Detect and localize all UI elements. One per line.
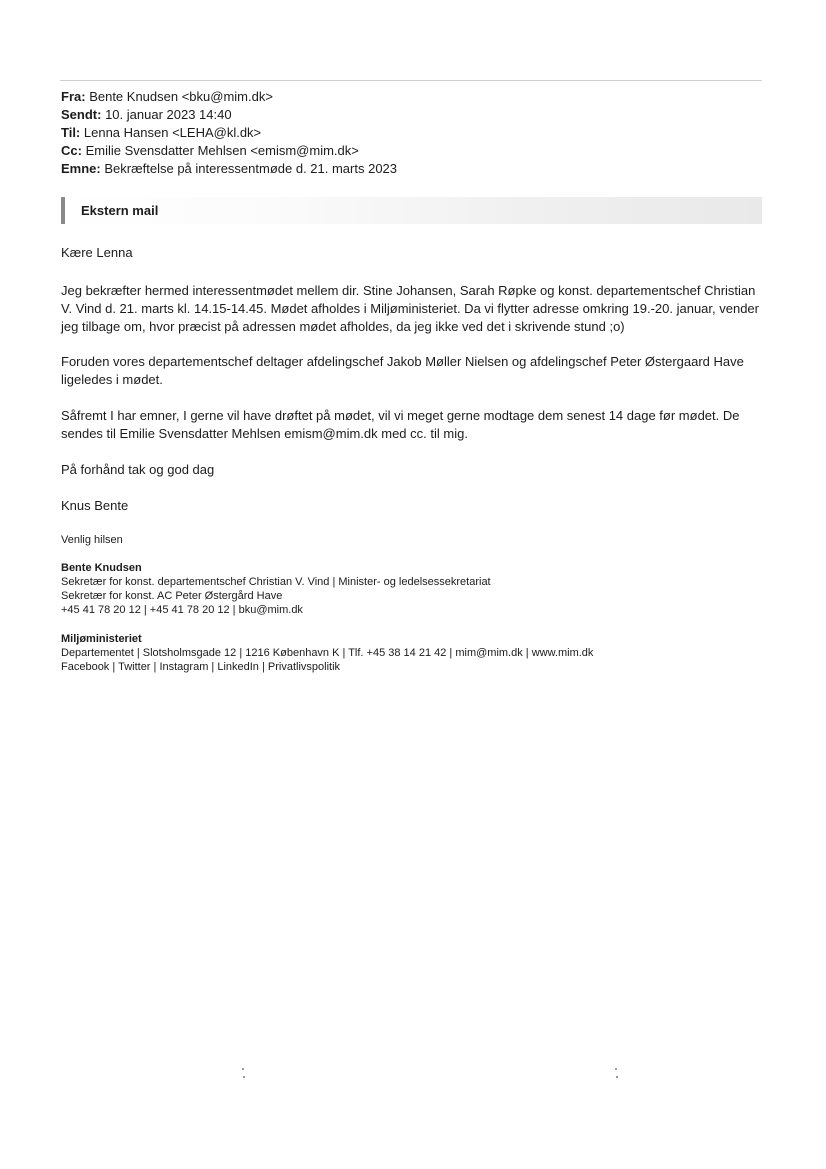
to-value: Lenna Hansen <LEHA@kl.dk> bbox=[83, 125, 262, 140]
signature-title-2: Sekretær for konst. AC Peter Østergård Have bbox=[61, 590, 283, 602]
organization-block bbox=[61, 632, 593, 674]
external-mail-label: Ekstern mail bbox=[81, 203, 159, 218]
subject-row bbox=[61, 160, 397, 178]
signature-block bbox=[61, 561, 491, 617]
organization-address: Departementet | Slotsholmsgade 12 | 1216 København K | Tlf. +45 38 14 21 42 | mim@mim.dk | www.mim.dk bbox=[61, 647, 594, 659]
signature-phones: +45 41 78 20 12 | +45 41 78 20 12 | bku@mim.dk bbox=[61, 604, 303, 616]
signature-name: Bente Knudsen bbox=[61, 562, 142, 574]
cc-label: Cc: bbox=[61, 143, 82, 158]
from-label: Fra: bbox=[61, 89, 86, 104]
sent-label: Sendt: bbox=[61, 107, 102, 122]
scan-speck bbox=[242, 1068, 244, 1070]
from-value: Bente Knudsen <bku@mim.dk> bbox=[89, 89, 273, 104]
signature-regards: Venlig hilsen bbox=[61, 534, 123, 546]
signature-title-1: Sekretær for konst. departementschef Christian V. Vind | Minister- og ledelsessekretariat bbox=[61, 576, 491, 588]
greeting: Kære Lenna bbox=[61, 245, 133, 260]
from-row bbox=[61, 88, 397, 106]
subject-value: Bekræftelse på interessentmøde d. 21. marts 2023 bbox=[104, 161, 398, 176]
to-row bbox=[61, 124, 397, 142]
sent-row bbox=[61, 106, 397, 124]
closing-signoff: Knus Bente bbox=[61, 498, 129, 513]
organization-links: Facebook | Twitter | Instagram | LinkedIn | Privatlivspolitik bbox=[61, 661, 341, 673]
closing-line: På forhånd tak og god dag bbox=[61, 462, 215, 477]
banner-accent-bar bbox=[61, 197, 65, 224]
external-mail-banner bbox=[60, 197, 762, 224]
cc-value: Emilie Svensdatter Mehlsen <emism@mim.dk> bbox=[85, 143, 359, 158]
scan-speck bbox=[615, 1068, 617, 1070]
scan-speck bbox=[616, 1076, 618, 1078]
to-label: Til: bbox=[61, 125, 81, 140]
sent-value: 10. januar 2023 14:40 bbox=[105, 107, 232, 122]
cc-row bbox=[61, 142, 397, 160]
body-paragraph-1: Jeg bekræfter hermed interessentmødet mellem dir. Stine Johansen, Sarah Røpke og konst. departementschef Christian V. Vind d. 21. marts kl. 14.15-14.45. Mødet afholdes i Miljøministeriet. Da vi flytter adresse omkring 19.-20. januar, vender jeg tilbage om, hvor præcist på adressen mødet afholdes, da jeg ikke ved det i skrivende stund ;o) bbox=[61, 283, 759, 334]
header-divider bbox=[60, 80, 762, 81]
scan-speck bbox=[243, 1076, 245, 1078]
body-paragraph-3: Såfremt I har emner, I gerne vil have drøftet på mødet, vil vi meget gerne modtage dem senest 14 dage før mødet. De sendes til Emilie Svensdatter Mehlsen emism@mim.dk med cc. til mig. bbox=[61, 408, 740, 441]
body-paragraph-2: Foruden vores departementschef deltager afdelingschef Jakob Møller Nielsen og afdelingschef Peter Østergaard Have ligeledes i mødet. bbox=[61, 354, 744, 387]
email-header-block bbox=[61, 88, 397, 178]
subject-label: Emne: bbox=[61, 161, 101, 176]
organization-name: Miljøministeriet bbox=[61, 633, 142, 645]
